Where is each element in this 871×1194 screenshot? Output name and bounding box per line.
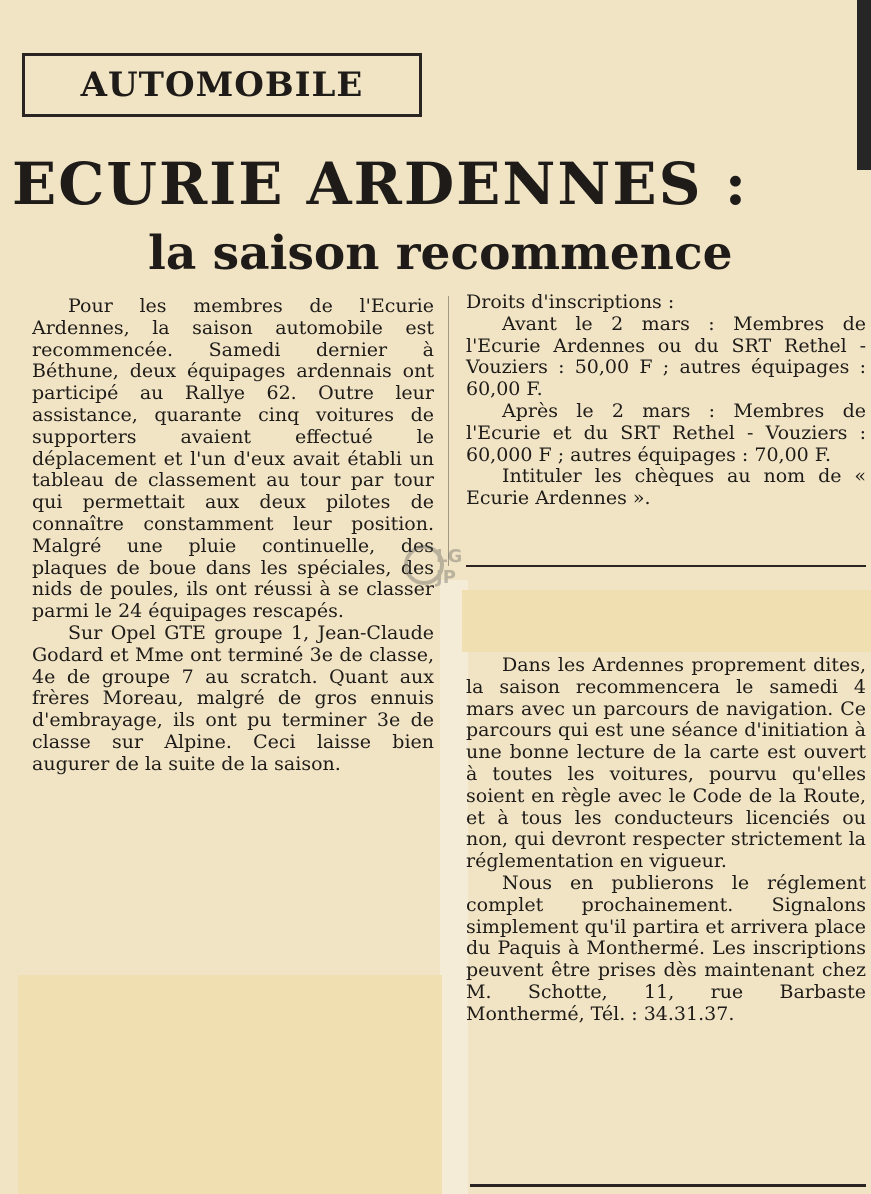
article-paragraph: Dans les Ardennes proprement dites, la saison recommencera le samedi 4 mars avec un parcours de navigation. Ce parcours qui est une séance d'initiation à une bonne lecture de la carte est ouvert à toutes les voitures, pourvu qu'elles soient en règle avec le Code de la Route, et à tous les conducteurs licenciés ou non, qui devront respecter strictement la réglementation en vigueur.: [466, 655, 866, 873]
paper-gap: [440, 580, 468, 1194]
right-column-fees: [466, 292, 866, 510]
fees-heading: Droits d'inscriptions :: [466, 291, 675, 313]
svg-text:JP: JP: [436, 567, 456, 588]
article-paragraph: Après le 2 mars : Membres de l'Ecurie et du SRT Rethel - Vouziers : 60,000 F ; autres équipages : 70,00 F.: [466, 399, 866, 466]
headline: ECURIE ARDENNES :: [12, 150, 749, 218]
torn-edge-shadow: [857, 0, 871, 170]
lgjp-watermark-logo: [402, 535, 472, 595]
bottom-rule: [470, 1184, 866, 1187]
svg-text:LG: LG: [436, 546, 463, 567]
horizontal-rule: [466, 565, 866, 567]
article-paragraph: Pour les membres de l'Ecurie Ardennes, la saison automobile est recommencée. Samedi dernier à Béthune, deux équipages ardennais ont participé au Rallye 62. Outre leur assistance, quarante cinq voitures de supporters avaient effectué le déplacement et l'un d'eux avait établi un tableau de classement au tour par tour qui permettait aux deux pilotes de connaître constamment leur position. Malgré une pluie continuelle, des plaques de boue dans les spéciales, des nids de poules, ils ont réussi à se classer parmi le 24 équipages rescapés.: [32, 296, 434, 623]
blank-patch: [18, 975, 442, 1194]
article-paragraph: Intituler les chèques au nom de « Ecurie Ardennes ».: [466, 465, 866, 510]
section-label: AUTOMOBILE: [80, 65, 364, 105]
left-column: [32, 296, 434, 972]
subheadline: la saison recommence: [148, 226, 733, 281]
right-column-ardennes: [466, 655, 866, 1177]
column-divider: [448, 296, 449, 566]
article-paragraph: Avant le 2 mars : Membres de l'Ecurie Ardennes ou du SRT Rethel - Vouziers : 50,00 F ; autres équipages : 60,00 F.: [466, 312, 866, 401]
article-paragraph: Sur Opel GTE groupe 1, Jean-Claude Godard et Mme ont terminé 3e de classe, 4e de groupe 7 au scratch. Quant aux frères Moreau, malgré de gros ennuis d'embrayage, ils ont pu terminer 3e de classe sur Alpine. Ceci laisse bien augurer de la suite de la saison.: [32, 621, 434, 775]
section-label-box: [22, 53, 422, 117]
blank-patch: [462, 590, 871, 652]
article-paragraph: Nous en publierons le réglement complet prochainement. Signalons simplement qu'il partira et arrivera place du Paquis à Monthermé. Les inscriptions peuvent être prises dès maintenant chez M. Schotte, 11, rue Barbaste Monthermé, Tél. : 34.31.37.: [466, 871, 866, 1025]
